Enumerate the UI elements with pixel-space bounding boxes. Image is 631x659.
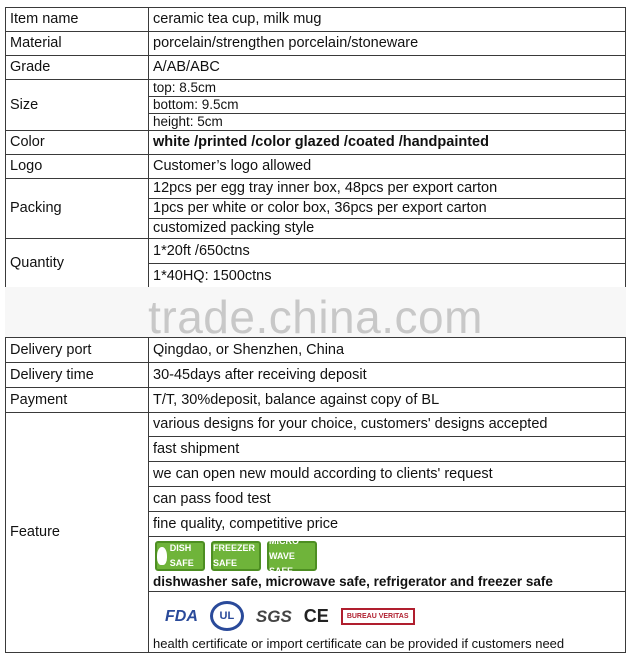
safe-text: dishwasher safe, microwave safe, refrigerator and freezer safe [153, 574, 553, 589]
bureau-veritas-logo-icon: BUREAU VERITAS [341, 608, 415, 625]
label-grade: Grade [6, 56, 149, 80]
ce-logo-icon: CE [303, 605, 329, 626]
row-color [6, 131, 626, 155]
packing-line-3: customized packing style [153, 220, 315, 236]
label-packing: Packing [6, 179, 149, 239]
value-delivery-time: 30-45days after receiving deposit [149, 363, 626, 388]
watermark-text: trade.china.com [148, 291, 483, 343]
label-size: Size [6, 80, 149, 131]
feature-line-1: various designs for your choice, customers' designs accepted [149, 413, 625, 437]
value-logo: Customer’s logo allowed [149, 155, 626, 179]
cert-text: health certificate or import certificate can be provided if customers need [153, 636, 565, 651]
row-delivery-time [6, 363, 626, 388]
value-payment: T/T, 30%deposit, balance against copy of BL [149, 388, 626, 413]
value-size [149, 80, 626, 131]
microwave-safe-icon: MICRO WAVE SAFE [267, 541, 317, 571]
label-color: Color [6, 131, 149, 155]
value-color: white /printed /color glazed /coated /handpainted [149, 131, 626, 155]
row-grade [6, 56, 626, 80]
size-top: top: 8.5cm [149, 80, 625, 97]
fda-logo-icon: FDA [165, 607, 198, 625]
quantity-line-2: 1*40HQ: 1500ctns [153, 268, 272, 284]
label-delivery-time: Delivery time [6, 363, 149, 388]
row-item-name [6, 8, 626, 32]
feature-line-3: we can open new mould according to clients' request [149, 462, 625, 487]
size-height: height: 5cm [153, 114, 223, 129]
value-item-name: ceramic tea cup, milk mug [149, 8, 626, 32]
label-material: Material [6, 32, 149, 56]
feature-line-2: fast shipment [149, 437, 625, 462]
value-feature [149, 413, 626, 653]
row-payment [6, 388, 626, 413]
sgs-logo-icon: SGS [255, 606, 292, 626]
spec-table-bottom [5, 337, 626, 653]
quantity-line-1: 1*20ft /650ctns [149, 239, 625, 264]
label-payment: Payment [6, 388, 149, 413]
feature-line-4: can pass food test [149, 487, 625, 512]
safe-block [149, 537, 625, 592]
dishwasher-safe-icon: DISH SAFE [155, 541, 205, 571]
label-quantity: Quantity [6, 239, 149, 289]
row-size [6, 80, 626, 131]
label-delivery-port: Delivery port [6, 338, 149, 363]
label-feature: Feature [6, 413, 149, 653]
value-delivery-port: Qingdao, or Shenzhen, China [149, 338, 626, 363]
feature-line-5: fine quality, competitive price [149, 512, 625, 537]
row-packing [6, 179, 626, 239]
spec-table-top [5, 7, 626, 289]
row-logo [6, 155, 626, 179]
row-delivery-port [6, 338, 626, 363]
value-material: porcelain/strengthen porcelain/stoneware [149, 32, 626, 56]
safe-badges [153, 535, 621, 576]
value-grade: A/AB/ABC [149, 56, 626, 80]
cert-logos [153, 592, 621, 636]
label-logo: Logo [6, 155, 149, 179]
value-quantity [149, 239, 626, 289]
row-feature [6, 413, 626, 653]
ul-logo-icon: UL [210, 601, 244, 631]
packing-line-2: 1pcs per white or color box, 36pcs per export carton [149, 199, 625, 219]
cert-block [149, 592, 625, 652]
freezer-safe-icon: FREEZER SAFE [211, 541, 261, 571]
packing-line-1: 12pcs per egg tray inner box, 48pcs per export carton [149, 179, 625, 199]
row-material [6, 32, 626, 56]
label-item-name: Item name [6, 8, 149, 32]
size-bottom: bottom: 9.5cm [149, 97, 625, 114]
row-quantity [6, 239, 626, 289]
value-packing [149, 179, 626, 239]
